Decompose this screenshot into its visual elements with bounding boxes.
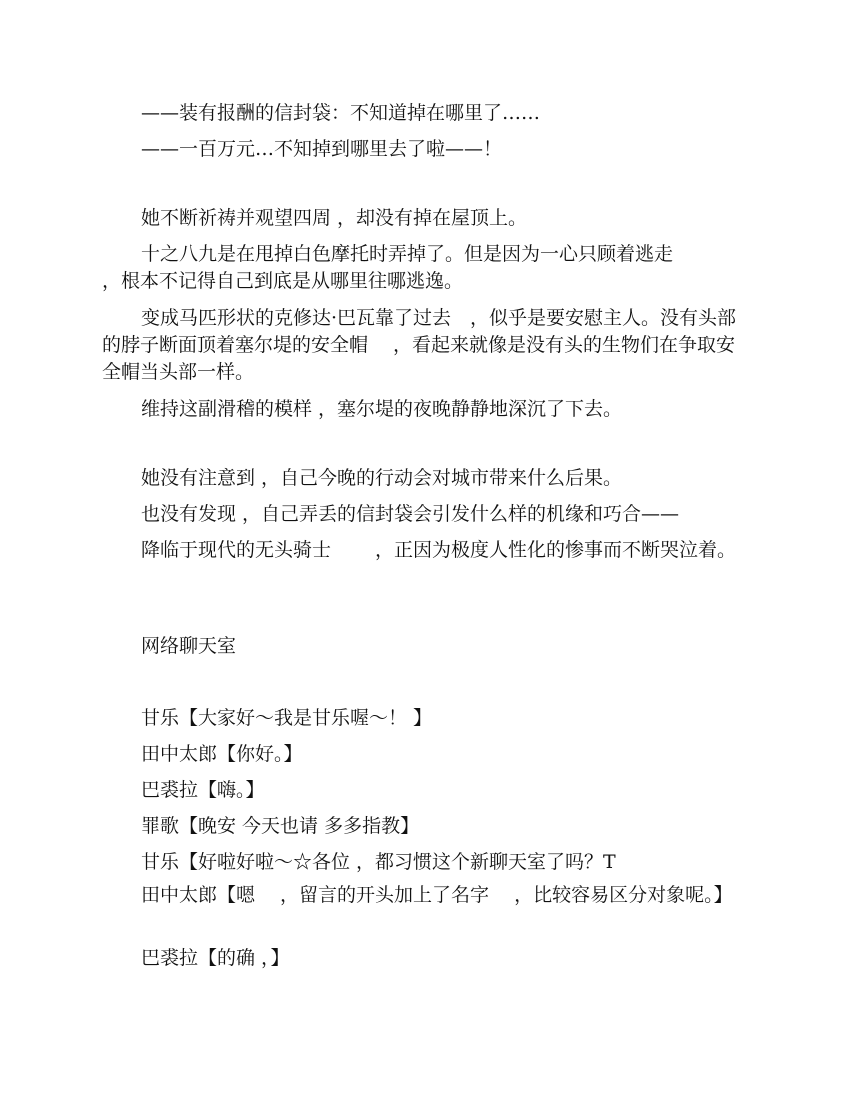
chat-line: 巴裘拉【的确 ，】	[141, 947, 290, 969]
chat-line: 甘乐【好啦好啦～☆各位 ，都习惯这个新聊天室了吗？T	[141, 851, 616, 873]
paragraph-million-yen: ——一百万元…不知掉到哪里去了啦——！	[141, 138, 503, 160]
chat-line: 田中太郎【你好。】	[141, 743, 303, 765]
paragraph-envelope-lost: ——装有报酬的信封袋：不知道掉在哪里了……	[141, 102, 541, 124]
paragraph-coincidence: 也没有发现 ，自己弄丢的信封袋会引发什么样的机缘和巧合——	[141, 503, 680, 525]
paragraph-headless-rider: 降临于现代的无头骑士 ，正因为极度人性化的惨事而不断哭泣着。	[141, 539, 737, 561]
chat-line: 田中太郎【嗯 ，留言的开头加上了名字 ，比较容易区分对象呢。】	[141, 884, 733, 906]
paragraph-shooter-horse: 变成马匹形状的克修达·巴瓦靠了过去 ，似乎是要安慰主人。没有头部的脖子断面顶着塞尔堤的安全帽 ，看起来就像是没有头的生物们在争取安全帽当头部一样。	[102, 307, 737, 383]
chat-line: 巴裘拉【嗨。】	[141, 779, 265, 801]
chat-line: 罪歌【晚安 今天也请 多多指教】	[141, 815, 420, 837]
paragraph-unaware-consequences: 她没有注意到 ，自己今晚的行动会对城市带来什么后果。	[141, 467, 623, 489]
paragraph-motorcycle: 十之八九是在甩掉白色摩托时弄掉了。但是因为一心只顾着逃走 ，根本不记得自己到底是从哪里往哪逃逸。	[102, 243, 674, 292]
chat-line: 甘乐【大家好～我是甘乐喔～！ 】	[141, 707, 433, 729]
paragraph-night-deepens: 维持这副滑稽的模样 ，塞尔堤的夜晚静静地深沉了下去。	[141, 398, 623, 420]
paragraph-praying: 她不断祈祷并观望四周 ，却没有掉在屋顶上。	[141, 207, 528, 229]
section-heading-chatroom: 网络聊天室	[141, 635, 237, 657]
